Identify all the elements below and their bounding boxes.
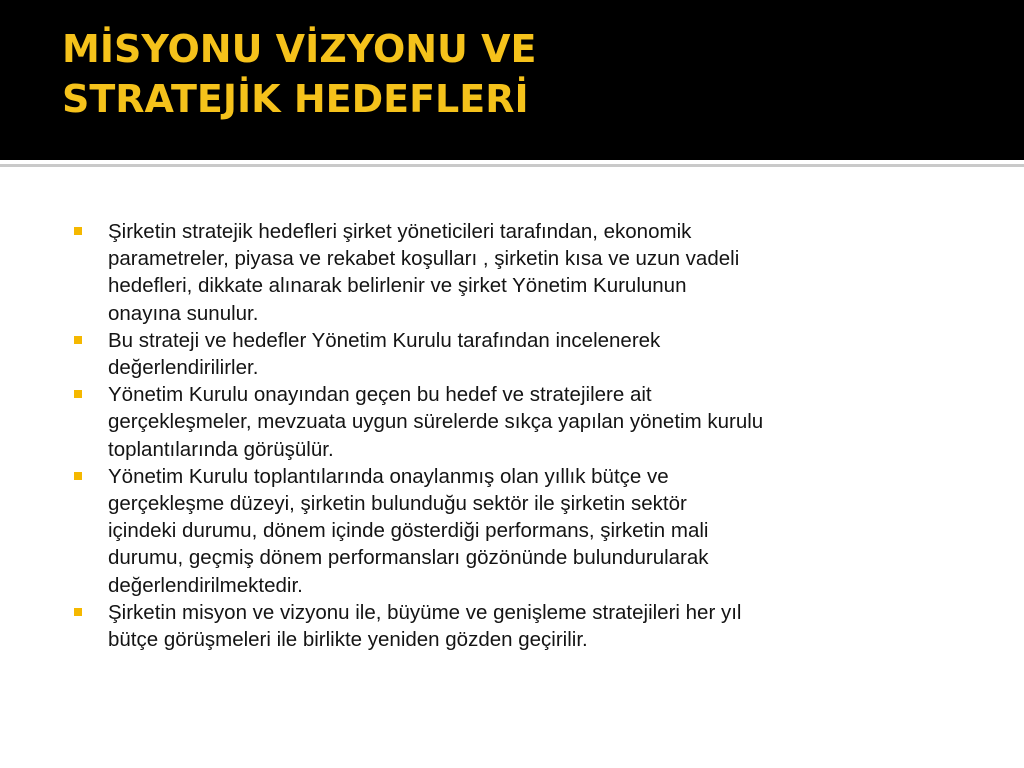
square-bullet-icon [74,472,82,480]
bullet-text-line: gerçekleşmeler, mevzuata uygun sürelerde sıkça yapılan yönetim kurulu [108,410,764,434]
bullet-text-line: parametreler, piyasa ve rekabet koşulları , şirketin kısa ve uzun vadeli [108,247,740,271]
bullet-text-line: değerlendirilirler. [108,356,259,380]
square-bullet-icon [74,336,82,344]
bullet-item [72,381,967,463]
bullet-text-line: Şirketin stratejik hedefleri şirket yöneticileri tarafından, ekonomik [108,220,692,243]
title-divider [0,164,1024,167]
bullet-item [72,463,967,599]
bullet-text-line: toplantılarında görüşülür. [108,437,334,461]
bullet-item [72,599,967,653]
bullet-text-line: Yönetim Kurulu onayından geçen bu hedef ve stratejilere ait [108,383,652,407]
bullet-item [72,218,967,327]
square-bullet-icon [74,608,82,616]
bullet-text-line: durumu, geçmiş dönem performansları gözönünde bulundurularak [108,546,709,570]
bullet-text-line: değerlendirilmektedir. [108,573,303,597]
square-bullet-icon [74,390,82,398]
slide-title-line: STRATEJİK HEDEFLERİ [62,77,529,121]
square-bullet-icon [74,227,82,235]
bullet-list [72,218,967,653]
bullet-text-line: Bu strateji ve hedefler Yönetim Kurulu tarafından incelenerek [108,328,661,352]
title-band [0,0,1024,160]
bullet-text-line: içindeki durumu, dönem içinde gösterdiği performans, şirketin mali [108,519,709,543]
bullet-text-line: onayına sunulur. [108,301,259,325]
bullet-text-line: Yönetim Kurulu toplantılarında onaylanmış olan yıllık bütçe ve [108,464,669,488]
bullet-text-line: bütçe görüşmeleri ile birlikte yeniden gözden geçirilir. [108,628,588,652]
bullet-text-line: Şirketin misyon ve vizyonu ile, büyüme ve genişleme stratejileri her yıl [108,600,742,624]
slide-title-line: MİSYONU VİZYONU VE [62,27,537,71]
bullet-text-line: hedefleri, dikkate alınarak belirlenir ve şirket Yönetim Kurulunun [108,274,687,298]
bullet-item [72,327,967,381]
slide-title [62,24,962,124]
bullet-text-line: gerçekleşme düzeyi, şirketin bulunduğu sektör ile şirketin sektör [108,492,687,516]
